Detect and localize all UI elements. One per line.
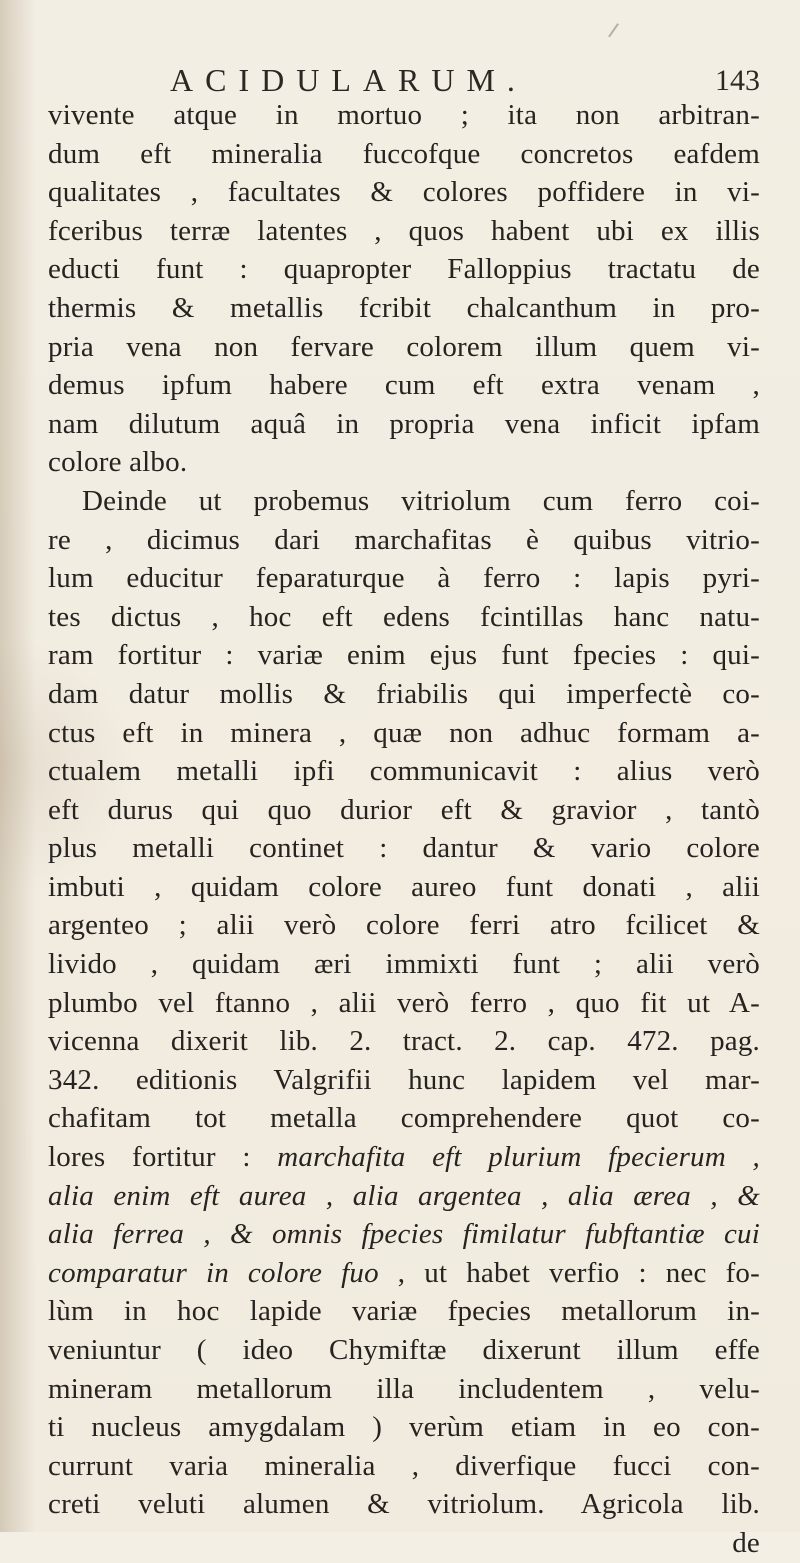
- text-run: , ut habet verfio : nec fo-: [378, 1256, 760, 1289]
- body-text: [48, 96, 760, 1563]
- text-line: educti funt : quapropter Falloppius tractatu de: [48, 253, 760, 286]
- text-line: imbuti , quidam colore aureo funt donati , alii: [48, 870, 760, 903]
- text-line: colore albo.: [48, 446, 188, 479]
- text-line: chafitam tot metalla comprehendere quot co-: [48, 1102, 760, 1135]
- text-line: dam datur mollis & friabilis qui imperfectè co-: [48, 677, 760, 710]
- text-line-mixed: [48, 1254, 760, 1293]
- italic-quote-line: alia ferrea , & omnis fpecies fimilatur fubftantiæ cui: [48, 1218, 760, 1251]
- text-line: pria vena non fervare colorem illum quem vi-: [48, 330, 760, 363]
- paragraph-start-line: Deinde ut probemus vitriolum cum ferro coi-: [82, 484, 760, 517]
- text-line: ti nucleus amygdalam ) verùm etiam in eo con-: [48, 1411, 760, 1444]
- running-head: ACIDULARUM.: [170, 62, 527, 98]
- text-line: plus metalli continet : dantur & vario colore: [48, 832, 760, 865]
- text-line: currunt varia mineralia , diverfique fucci con-: [48, 1449, 760, 1482]
- ink-mark: [608, 23, 624, 41]
- text-line: 342. editionis Valgrifii hunc lapidem vel mar-: [48, 1063, 760, 1096]
- italic-quote-run: marchafita eft plurium fpecierum ,: [277, 1141, 760, 1174]
- text-line: livido , quidam æri immixti funt ; alii verò: [48, 948, 760, 981]
- catchword: de: [732, 1526, 760, 1559]
- text-line: nam dilutum aquâ in propria vena inficit ipfam: [48, 407, 760, 440]
- text-line: thermis & metallis fcribit chalcanthum in pro-: [48, 291, 760, 324]
- text-line: lum educitur feparaturque à ferro : lapis pyri-: [48, 562, 760, 595]
- text-line: plumbo vel ftanno , alii verò ferro , quo fit ut A-: [48, 986, 760, 1019]
- page-number: 143: [715, 64, 760, 97]
- text-line: mineram metallorum illa includentem , velu-: [48, 1372, 760, 1405]
- text-run: lores fortitur :: [48, 1141, 278, 1174]
- text-line: tes dictus , hoc eft edens fcintillas hanc natu-: [48, 600, 760, 633]
- text-line: ctualem metalli ipfi communicavit : alius verò: [48, 755, 760, 788]
- text-line: eft durus qui quo durior eft & gravior , tantò: [48, 793, 760, 826]
- text-line: ram fortitur : variæ enim ejus funt fpecies : qui-: [48, 639, 760, 672]
- italic-quote-line: alia enim eft aurea , alia argentea , alia ærea , &: [48, 1179, 760, 1212]
- text-line: lùm in hoc lapide variæ fpecies metallorum in-: [48, 1295, 760, 1328]
- text-line: demus ipfum habere cum eft extra venam ,: [48, 369, 760, 402]
- text-line: fceribus terræ latentes , quos habent ubi ex illis: [48, 214, 760, 247]
- text-line: qualitates , facultates & colores poffidere in vi-: [48, 176, 760, 209]
- binding-shadow: [0, 0, 36, 1532]
- italic-quote-run: comparatur in colore fuo: [48, 1256, 379, 1289]
- text-line: vicenna dixerit lib. 2. tract. 2. cap. 472. pag.: [48, 1025, 760, 1058]
- text-line: dum eft mineralia fuccofque concretos eafdem: [48, 137, 760, 170]
- text-line: veniuntur ( ideo Chymiftæ dixerunt illum effe: [48, 1334, 760, 1366]
- text-line: creti veluti alumen & vitriolum. Agricola lib.: [48, 1488, 760, 1521]
- text-line-mixed: [48, 1138, 760, 1177]
- text-line: re , dicimus dari marchafitas è quibus vitrio-: [48, 523, 760, 556]
- text-line: ctus eft in minera , quæ non adhuc formam a-: [48, 716, 760, 749]
- text-line: vivente atque in mortuo ; ita non arbitran-: [48, 99, 760, 131]
- text-line: argenteo ; alii verò colore ferri atro fcilicet &: [48, 909, 760, 942]
